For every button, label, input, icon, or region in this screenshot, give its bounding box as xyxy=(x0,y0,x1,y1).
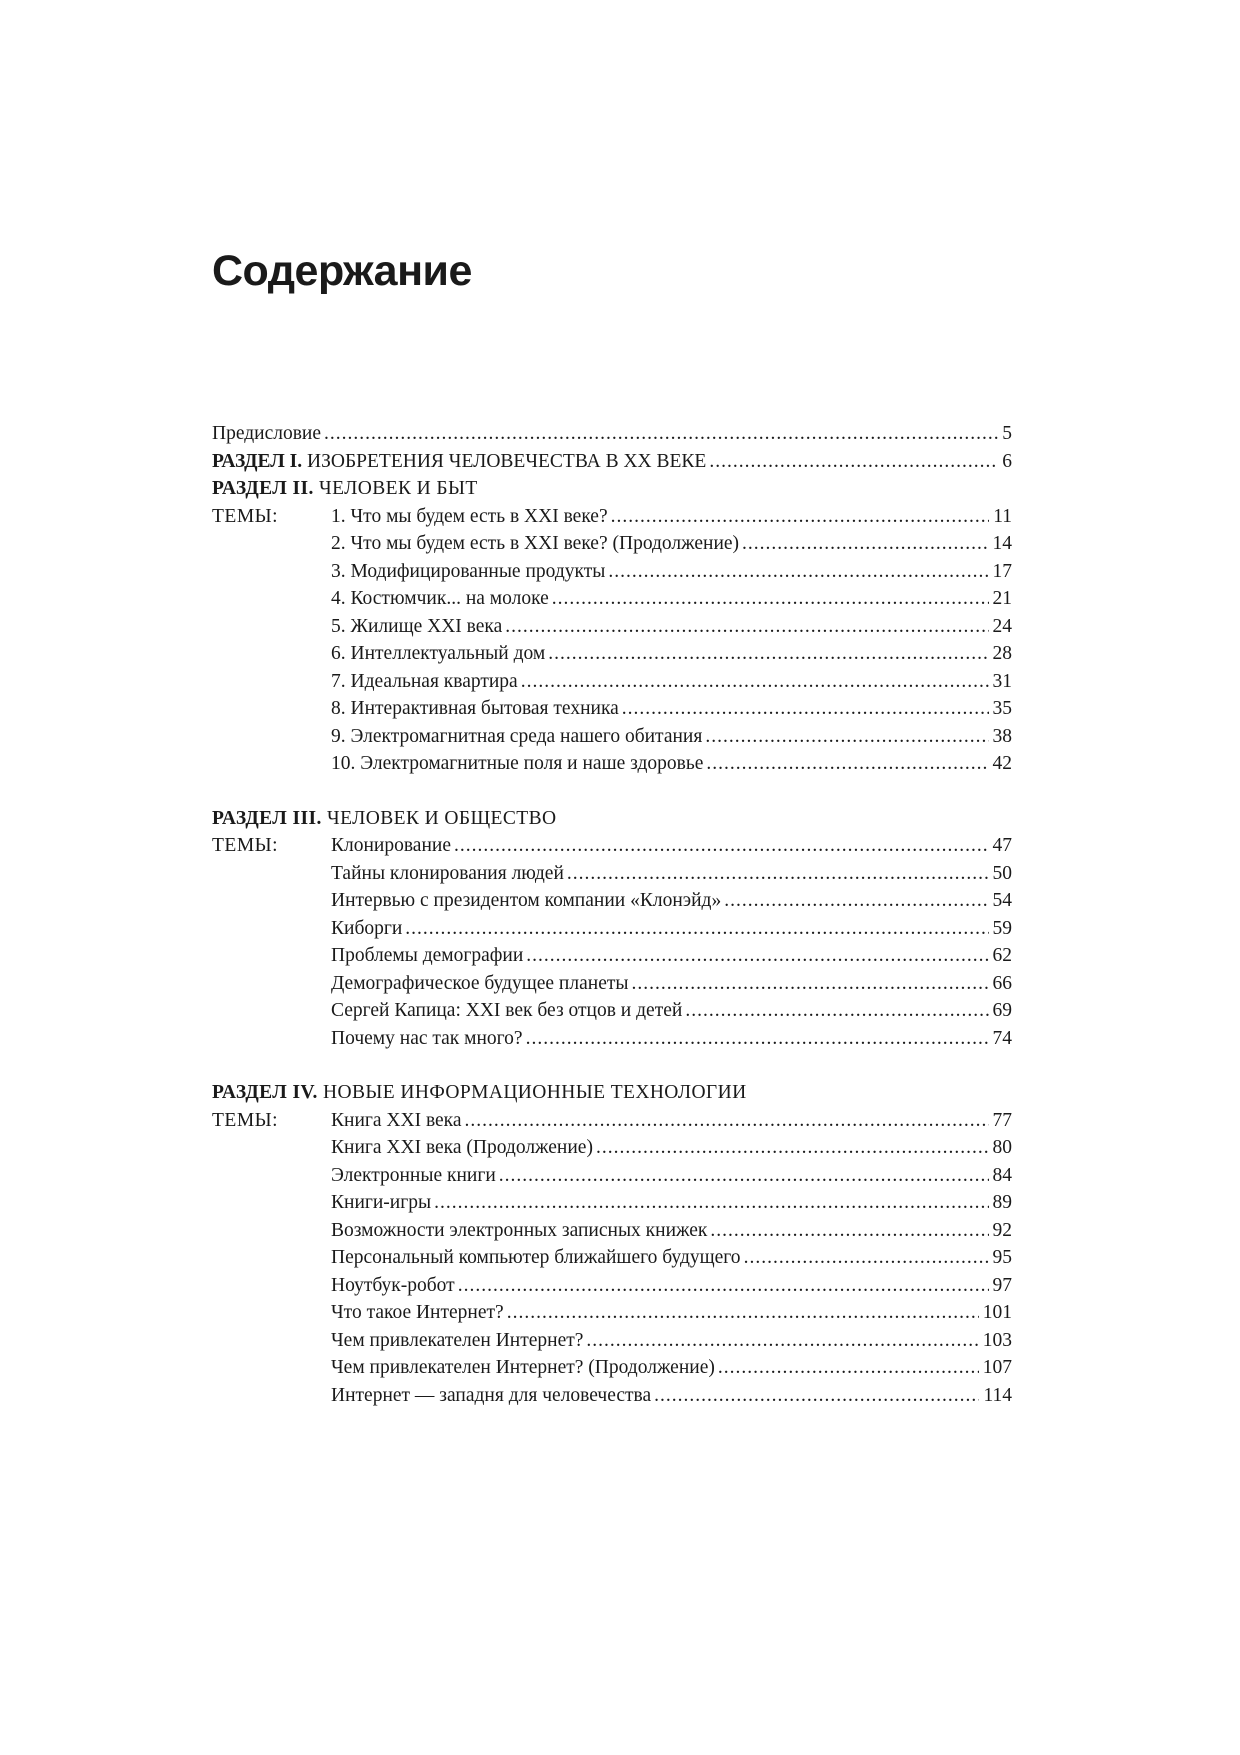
toc-entry[interactable] xyxy=(212,613,1012,641)
toc-entry[interactable] xyxy=(212,1107,1012,1135)
toc-entry[interactable] xyxy=(212,1299,1012,1327)
toc-entry-title: 2. Что мы будем есть в XXI веке? (Продолжение) xyxy=(331,533,740,554)
themes-label: ТЕМЫ: xyxy=(212,835,279,856)
dot-leader xyxy=(622,695,989,723)
toc-entry[interactable] xyxy=(212,503,1012,531)
toc-entry-title: Клонирование xyxy=(331,835,451,856)
toc-entry[interactable] xyxy=(212,997,1012,1025)
toc-entry-title: Киборги xyxy=(331,917,403,939)
toc-entry-title: Почему нас так много? xyxy=(331,1027,523,1049)
section-label: РАЗДЕЛ IV. xyxy=(212,1082,318,1103)
toc-page-number: 14 xyxy=(992,533,1012,554)
toc-entry-title: Предисловие xyxy=(212,423,322,444)
toc-entry[interactable] xyxy=(212,832,1012,860)
toc-page-number: 50 xyxy=(992,862,1012,884)
dot-leader xyxy=(654,1382,979,1410)
toc-entry[interactable] xyxy=(212,915,1012,943)
dot-leader xyxy=(454,832,989,860)
section-title: ЧЕЛОВЕК И БЫТ xyxy=(319,478,478,499)
toc-page-number: 97 xyxy=(992,1274,1012,1296)
section-label: РАЗДЕЛ I. xyxy=(212,450,303,472)
dot-leader xyxy=(499,1162,989,1190)
dot-leader xyxy=(526,1025,989,1053)
toc-page-number: 107 xyxy=(982,1357,1012,1378)
toc-entry[interactable] xyxy=(212,558,1012,586)
dot-leader xyxy=(718,1354,979,1382)
toc-page-number: 74 xyxy=(992,1027,1012,1049)
toc-entry-title: 6. Интеллектуальный дом xyxy=(331,643,546,664)
toc-entry[interactable] xyxy=(212,1327,1012,1355)
toc-page-number: 42 xyxy=(992,753,1012,774)
toc-entry[interactable] xyxy=(212,668,1012,696)
section-4-heading xyxy=(212,1079,1012,1107)
section-2-heading xyxy=(212,475,1012,503)
toc-entry[interactable] xyxy=(212,640,1012,668)
dot-leader xyxy=(596,1134,989,1162)
dot-leader xyxy=(458,1272,989,1300)
toc-page-number: 21 xyxy=(992,588,1012,609)
section-label: РАЗДЕЛ III. xyxy=(212,807,322,829)
dot-leader xyxy=(548,640,988,668)
toc-entry[interactable] xyxy=(212,887,1012,915)
toc-entry-title: Сергей Капица: XXI век без отцов и детей xyxy=(331,1000,683,1021)
toc-page-number: 47 xyxy=(992,835,1012,856)
toc-entry[interactable] xyxy=(212,585,1012,613)
toc-entry-title: Интервью с президентом компании «Клонэйд» xyxy=(331,890,722,911)
toc-entry-title: Демографическое будущее планеты xyxy=(331,972,629,994)
toc-entry-title: Книга XXI века (Продолжение) xyxy=(331,1137,593,1158)
toc-entry[interactable] xyxy=(212,1134,1012,1162)
dot-leader xyxy=(705,723,988,751)
toc-entry-title: Возможности электронных записных книжек xyxy=(331,1219,708,1241)
section-title: НОВЫЕ ИНФОРМАЦИОННЫЕ ТЕХНОЛОГИИ xyxy=(323,1082,747,1103)
toc-entry[interactable] xyxy=(212,1272,1012,1300)
dot-leader xyxy=(706,750,988,778)
toc-entry-title: Книга XXI века xyxy=(331,1109,462,1131)
toc-entry-title: 4. Костюмчик... на молоке xyxy=(331,588,549,609)
toc-entry[interactable] xyxy=(212,1189,1012,1217)
toc-entry[interactable] xyxy=(212,1217,1012,1245)
section-3-heading xyxy=(212,805,1012,833)
toc-page-number: 6 xyxy=(1002,450,1012,472)
toc-entry[interactable] xyxy=(212,860,1012,888)
toc-page-number: 11 xyxy=(993,505,1012,527)
toc-entry-title: 1. Что мы будем есть в XXI веке? xyxy=(331,505,608,527)
toc-entry-title: Книги-игры xyxy=(331,1192,432,1213)
toc-entry-title: Тайны клонирования людей xyxy=(331,862,564,884)
toc-entry[interactable] xyxy=(212,750,1012,778)
toc-entry-title: 5. Жилище XXI века xyxy=(331,615,503,637)
dot-leader xyxy=(405,915,988,943)
toc-page-number: 69 xyxy=(992,1000,1012,1021)
dot-leader xyxy=(608,558,988,586)
dot-leader xyxy=(505,613,988,641)
toc-page-number: 24 xyxy=(992,615,1012,637)
themes-label: ТЕМЫ: xyxy=(212,1109,279,1131)
toc-entry-title: Что такое Интернет? xyxy=(331,1302,504,1323)
toc-entry-title: Ноутбук-робот xyxy=(331,1274,455,1296)
toc-entry-title: 7. Идеальная квартира xyxy=(331,670,518,692)
section-title: ИЗОБРЕТЕНИЯ ЧЕЛОВЕЧЕСТВА В XX ВЕКЕ xyxy=(307,450,707,472)
toc-entry[interactable] xyxy=(212,970,1012,998)
section-1-heading[interactable] xyxy=(212,448,1012,476)
dot-leader xyxy=(552,585,989,613)
dot-leader xyxy=(742,530,988,558)
themes-label: ТЕМЫ: xyxy=(212,505,279,527)
toc-page-number: 80 xyxy=(992,1137,1012,1158)
dot-leader xyxy=(685,997,988,1025)
toc-page-number: 38 xyxy=(992,725,1012,747)
toc-entry[interactable] xyxy=(212,695,1012,723)
toc-entry-title: Электронные книги xyxy=(331,1164,496,1186)
toc-page-number: 31 xyxy=(992,670,1012,692)
toc-entry-title: 9. Электромагнитная среда нашего обитания xyxy=(331,725,703,747)
toc-entry[interactable] xyxy=(212,1354,1012,1382)
toc-entry[interactable] xyxy=(212,1025,1012,1053)
toc-page-number: 66 xyxy=(992,972,1012,994)
toc-entry[interactable] xyxy=(212,942,1012,970)
dot-leader xyxy=(631,970,988,998)
toc-entry-title: 8. Интерактивная бытовая техника xyxy=(331,698,619,719)
toc-entry-intro[interactable] xyxy=(212,420,1012,448)
dot-leader xyxy=(710,1217,988,1245)
toc-entry-title: 3. Модифицированные продукты xyxy=(331,560,606,582)
dot-leader xyxy=(586,1327,978,1355)
toc-page-number: 84 xyxy=(992,1164,1012,1186)
page-title: Содержание xyxy=(212,247,472,295)
toc-page-number: 59 xyxy=(992,917,1012,939)
dot-leader xyxy=(521,668,989,696)
toc-page-number: 62 xyxy=(992,945,1012,966)
toc-entry-title: Чем привлекателен Интернет? (Продолжение) xyxy=(331,1357,715,1378)
toc-page-number: 54 xyxy=(992,890,1012,911)
toc-entry-title: Персональный компьютер ближайшего будущего xyxy=(331,1247,741,1268)
toc-entry[interactable] xyxy=(212,1162,1012,1190)
toc-page-number: 35 xyxy=(992,698,1012,719)
toc-entry[interactable] xyxy=(212,1244,1012,1272)
section-spacer xyxy=(212,778,1012,805)
toc-page-number: 95 xyxy=(992,1247,1012,1268)
dot-leader xyxy=(567,860,989,888)
toc-page-number: 101 xyxy=(982,1302,1012,1323)
toc-entry[interactable] xyxy=(212,530,1012,558)
toc-page-number: 17 xyxy=(992,560,1012,582)
toc-page-number: 92 xyxy=(992,1219,1012,1241)
dot-leader xyxy=(465,1107,989,1135)
toc-page-number: 5 xyxy=(1002,423,1012,444)
dot-leader xyxy=(526,942,988,970)
dot-leader xyxy=(434,1189,988,1217)
dot-leader xyxy=(709,448,998,476)
toc-page-number: 114 xyxy=(983,1384,1012,1406)
section-label: РАЗДЕЛ II. xyxy=(212,478,314,499)
toc-page-number: 89 xyxy=(992,1192,1012,1213)
section-title: ЧЕЛОВЕК И ОБЩЕСТВО xyxy=(327,807,557,829)
dot-leader xyxy=(744,1244,989,1272)
dot-leader xyxy=(611,503,990,531)
toc-entry[interactable] xyxy=(212,1382,1012,1410)
toc-entry-title: Интернет — западня для человечества xyxy=(331,1384,652,1406)
toc-entry-title: 10. Электромагнитные поля и наше здоровье xyxy=(331,753,704,774)
table-of-contents xyxy=(212,420,1012,1409)
toc-entry-title: Чем привлекателен Интернет? xyxy=(331,1329,584,1351)
toc-entry[interactable] xyxy=(212,723,1012,751)
dot-leader xyxy=(724,887,988,915)
toc-page-number: 103 xyxy=(982,1329,1012,1351)
dot-leader xyxy=(507,1299,979,1327)
dot-leader xyxy=(324,420,998,448)
toc-entry-title: Проблемы демографии xyxy=(331,945,524,966)
toc-page-number: 28 xyxy=(992,643,1012,664)
toc-page-number: 77 xyxy=(992,1109,1012,1131)
section-spacer xyxy=(212,1052,1012,1079)
